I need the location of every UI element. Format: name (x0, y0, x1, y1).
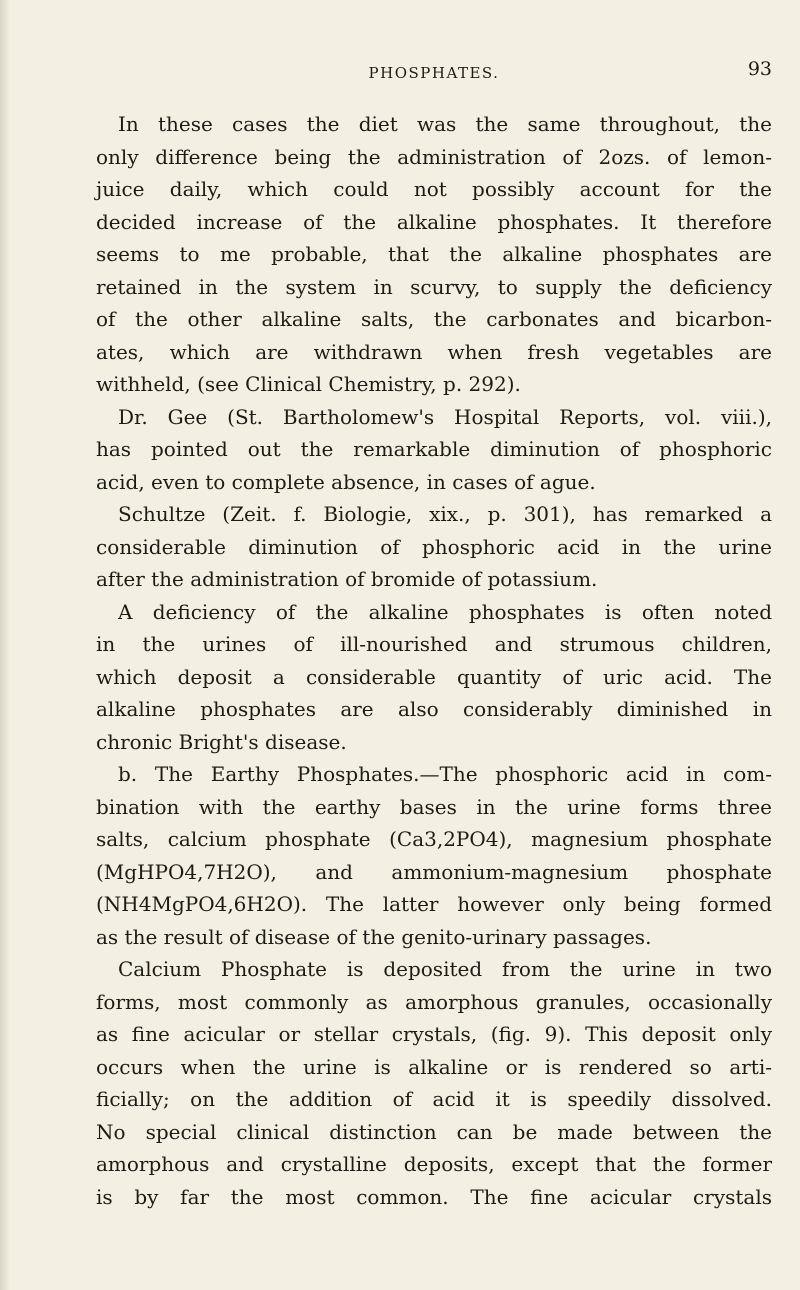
text-line: decided increase of the alkaline phosphates. It therefore (96, 209, 772, 234)
text-line: chronic Bright's disease. (96, 729, 347, 754)
text-line: No special clinical distinction can be made between the (96, 1119, 772, 1144)
text-line: amorphous and crystalline deposits, except that the former (96, 1152, 772, 1176)
text-line: is by far the most common. The fine acicular crystals (96, 1184, 772, 1209)
text-line: as the result of disease of the genito-urinary passages. (96, 924, 652, 949)
text-line: Calcium Phosphate is deposited from the urine in two (118, 957, 772, 981)
page-edge (0, 0, 10, 1290)
text-line: seems to me probable, that the alkaline phosphates are (96, 242, 772, 266)
text-line: considerable diminution of phosphoric acid in the urine (96, 534, 772, 559)
text-line: acid, even to complete absence, in cases of ague. (96, 469, 596, 494)
text-line: forms, most commonly as amorphous granules, occasionally (96, 989, 772, 1014)
text-line: after the administration of bromide of potassium. (96, 567, 598, 591)
text-line: salts, calcium phosphate (Ca3,2PO4), magnesium phosphate (96, 827, 772, 851)
text-line: of the other alkaline salts, the carbonates and bicarbon- (96, 307, 772, 331)
text-line: In these cases the diet was the same throughout, the (118, 112, 772, 136)
text-line: juice daily, which could not possibly account for the (96, 177, 772, 201)
text-line: in the urines of ill-nourished and strumous children, (96, 632, 772, 656)
body-text (96, 108, 772, 1213)
text-line: alkaline phosphates are also considerably diminished in (96, 697, 772, 721)
text-line: Dr. Gee (St. Bartholomew's Hospital Reports, vol. viii.), (118, 404, 772, 429)
page-header (96, 58, 772, 88)
page-number: 93 (747, 58, 772, 80)
running-head: PHOSPHATES. (368, 64, 500, 82)
text-line: A deficiency of the alkaline phosphates is often noted (118, 599, 772, 624)
text-line: as fine acicular or stellar crystals, (fig. 9). This deposit only (96, 1022, 772, 1046)
text-line: retained in the system in scurvy, to supply the deficiency (96, 274, 772, 299)
text-line: ates, which are withdrawn when fresh vegetables are (96, 339, 772, 364)
text-line: (MgHPO4,7H2O), and ammonium-magnesium phosphate (96, 859, 772, 884)
text-line: ficially; on the addition of acid it is speedily dissolved. (96, 1087, 772, 1111)
text-line: Schultze (Zeit. f. Biologie, xix., p. 301), has remarked a (118, 502, 772, 526)
text-line: b. The Earthy Phosphates.—The phosphoric acid in com- (118, 762, 772, 786)
text-line: only difference being the administration of 2ozs. of lemon- (96, 144, 772, 169)
text-line: withheld, (see Clinical Chemistry, p. 292). (96, 372, 521, 396)
text-line: has pointed out the remarkable diminution of phosphoric (96, 437, 772, 461)
text-line: (NH4MgPO4,6H2O). The latter however only being formed (96, 892, 772, 916)
text-line: occurs when the urine is alkaline or is rendered so arti- (96, 1054, 772, 1079)
text-line: which deposit a considerable quantity of uric acid. The (96, 664, 772, 689)
text-line: bination with the earthy bases in the urine forms three (96, 794, 772, 819)
